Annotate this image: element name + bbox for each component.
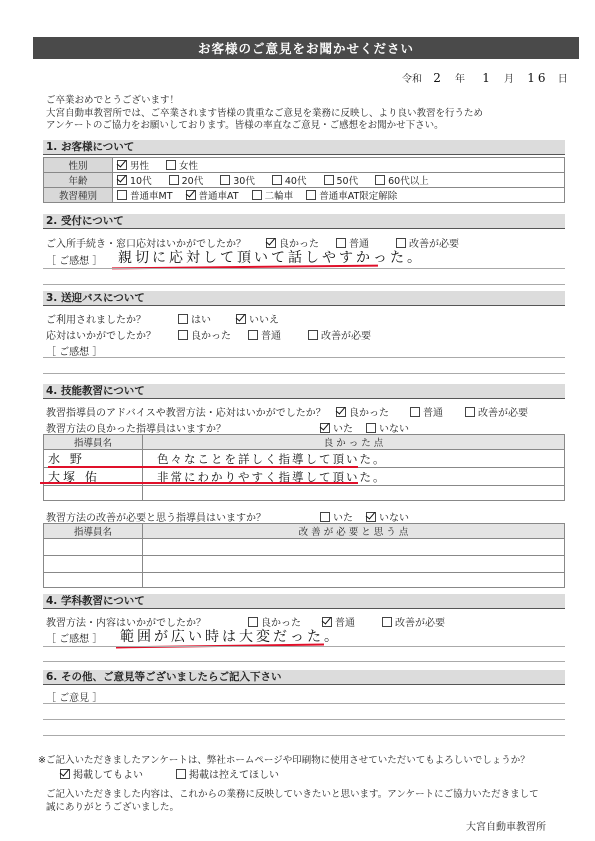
col-header-name: 指導員名: [44, 435, 143, 450]
intro-line: ご卒業おめでとうございます！: [46, 95, 180, 106]
consent-question: ※ご記入いただきましたアンケートは、弊社ホームページや印刷物に使用させていただいてもよろしいでしょうか？: [38, 755, 530, 766]
skill-good-yes[interactable]: いた: [320, 420, 353, 435]
checkbox-icon[interactable]: [308, 330, 318, 340]
customer-table: [43, 157, 565, 203]
skill-q1: 教習指導員のアドバイスや教習方法・応対はいかがでしたか？: [46, 408, 326, 419]
red-underline: [48, 466, 358, 468]
skill-good-no[interactable]: いない: [366, 420, 409, 435]
reception-comment-label: ［ ご感想 ］: [46, 256, 103, 267]
checkbox-checked-icon[interactable]: [186, 190, 196, 200]
checkbox-icon[interactable]: [324, 175, 334, 185]
instructor-point-cell[interactable]: 色々なことを詳しく指導して頂いた。: [143, 450, 565, 468]
option-age-40[interactable]: 40代: [272, 176, 307, 187]
reception-option-normal[interactable]: 普通: [336, 235, 369, 250]
checkbox-icon[interactable]: [169, 175, 179, 185]
signature: 大宮自動車教習所: [466, 822, 546, 833]
empty-cell[interactable]: [143, 556, 565, 573]
section-heading-bus: 3. 送迎バスについて: [43, 291, 565, 306]
skill-option-improve[interactable]: 改善が必要: [465, 404, 528, 419]
reception-option-good[interactable]: 良かった: [266, 235, 319, 250]
skill-option-normal[interactable]: 普通: [410, 404, 443, 419]
col-header-improve: 改 善 が 必 要 と 思 う 点: [143, 524, 565, 539]
date-line: [402, 70, 572, 85]
date-year-unit: 年: [455, 74, 466, 85]
section-heading-skill: 4. 技能教習について: [43, 384, 565, 399]
reception-question: ご入所手続き・窓口応対はいかがでしたか？: [46, 239, 246, 250]
intro-line: 大宮自動車教習所では、ご卒業されます皆様の貴重なご意見を業務に反映し、より良い教習を行うため: [46, 107, 484, 119]
red-underline: [40, 482, 358, 484]
bus-option-normal[interactable]: 普通: [248, 327, 281, 342]
classroom-option-normal[interactable]: 普通: [322, 614, 355, 629]
option-female[interactable]: 女性: [166, 161, 198, 172]
bus-option-good[interactable]: 良かった: [178, 327, 231, 342]
empty-cell[interactable]: [44, 556, 143, 573]
checkbox-icon[interactable]: [178, 330, 188, 340]
date-era: 令和: [402, 74, 422, 85]
date-month[interactable]: 1: [482, 71, 493, 85]
divider: [43, 373, 565, 374]
age-options: [113, 173, 565, 188]
skill-q2: 教習方法の良かった指導員はいますか？: [46, 424, 226, 435]
bus-option-yes[interactable]: はい: [178, 311, 211, 326]
option-age-20[interactable]: 20代: [169, 176, 204, 187]
date-day[interactable]: 16: [527, 71, 549, 85]
other-comment-label: ［ ご意見 ］: [46, 693, 103, 704]
improve-instructor-table: [43, 523, 565, 588]
checkbox-checked-icon[interactable]: [336, 407, 346, 417]
divider: [43, 357, 565, 358]
intro-text: [46, 95, 576, 133]
option-bike[interactable]: 二輪車: [252, 191, 294, 202]
empty-cell[interactable]: [44, 539, 143, 556]
checkbox-icon[interactable]: [410, 407, 420, 417]
option-age-50[interactable]: 50代: [324, 176, 359, 187]
checkbox-icon[interactable]: [176, 769, 186, 779]
divider: [43, 661, 565, 662]
checkbox-checked-icon[interactable]: [60, 769, 70, 779]
checkbox-icon[interactable]: [252, 190, 262, 200]
divider: [43, 735, 565, 736]
row-label-course: 教習種別: [44, 188, 113, 203]
checkbox-checked-icon[interactable]: [320, 423, 330, 433]
consent-option-no[interactable]: 掲載は控えてほしい: [176, 766, 279, 781]
checkbox-checked-icon[interactable]: [236, 314, 246, 324]
checkbox-icon[interactable]: [178, 314, 188, 324]
instructor-name-cell[interactable]: 水 野: [44, 450, 143, 468]
closing-text: [46, 789, 576, 814]
empty-cell[interactable]: [44, 573, 143, 588]
classroom-option-good[interactable]: 良かった: [248, 614, 301, 629]
intro-line: アンケートのご協力をお願いしております。皆様の率直なご意見・ご感想をお聞かせ下さい。: [46, 120, 444, 131]
empty-cell[interactable]: [143, 539, 565, 556]
section-heading-reception: 2. 受付について: [43, 214, 565, 229]
instructor-name-cell[interactable]: 大塚 佑: [44, 468, 143, 486]
row-label-age: 年齢: [44, 173, 113, 188]
classroom-question: 教習方法・内容はいかがでしたか？: [46, 618, 206, 629]
checkbox-checked-icon[interactable]: [366, 512, 376, 522]
bus-q1: ご利用されましたか？: [46, 315, 146, 326]
divider: [43, 646, 565, 647]
option-age-30[interactable]: 30代: [220, 176, 255, 187]
closing-line: 誠にありがとうございました。: [46, 801, 180, 813]
checkbox-icon[interactable]: [375, 175, 385, 185]
skill-q3: 教習方法の改善が必要と思う指導員はいますか？: [46, 513, 266, 524]
checkbox-icon[interactable]: [320, 512, 330, 522]
divider: [43, 703, 565, 704]
col-header-good: 良 か っ た 点: [143, 435, 565, 450]
col-header-name: 指導員名: [44, 524, 143, 539]
consent-option-yes[interactable]: 掲載してもよい: [60, 766, 143, 781]
row-label-gender: 性別: [44, 158, 113, 173]
option-at-limit[interactable]: 普通車AT限定解除: [306, 191, 397, 202]
course-options: [113, 188, 565, 203]
reception-option-improve[interactable]: 改善が必要: [396, 235, 459, 250]
date-year[interactable]: 2: [433, 71, 444, 85]
classroom-comment-label: ［ ご感想 ］: [46, 634, 103, 645]
checkbox-icon[interactable]: [366, 423, 376, 433]
checkbox-icon[interactable]: [248, 330, 258, 340]
divider: [43, 284, 565, 285]
skill-option-good[interactable]: 良かった: [336, 404, 389, 419]
reception-comment[interactable]: 親切に応対して頂いて話しやすかった。: [118, 250, 424, 266]
checkbox-icon[interactable]: [382, 617, 392, 627]
bus-option-no[interactable]: いいえ: [236, 311, 279, 326]
checkbox-icon[interactable]: [272, 175, 282, 185]
empty-cell[interactable]: [143, 486, 565, 501]
classroom-comment[interactable]: 範囲が広い時は大変だった。: [120, 629, 341, 645]
section-heading-classroom: 4. 学科教習について: [43, 594, 565, 609]
page-title: お客様のご意見をお聞かせください: [33, 37, 579, 59]
section-heading-customer: 1. お客様について: [43, 140, 565, 155]
bus-comment-label: ［ ご感想 ］: [46, 347, 103, 358]
option-mt[interactable]: 普通車MT: [117, 191, 173, 202]
option-male[interactable]: 男性: [117, 161, 149, 172]
divider: [43, 268, 565, 269]
checkbox-icon[interactable]: [166, 160, 176, 170]
date-month-unit: 月: [504, 74, 515, 85]
checkbox-icon[interactable]: [220, 175, 230, 185]
bus-option-improve[interactable]: 改善が必要: [308, 327, 371, 342]
gender-options: [113, 158, 565, 173]
skill-bad-no[interactable]: いない: [366, 509, 409, 524]
closing-line: ご記入いただきました内容は、これからの業務に反映していきたいと思います。アンケートにご協力いただきまして: [46, 789, 539, 800]
checkbox-icon[interactable]: [306, 190, 316, 200]
date-day-unit: 日: [557, 74, 568, 85]
checkbox-checked-icon[interactable]: [117, 160, 127, 170]
empty-cell[interactable]: [44, 486, 143, 501]
option-at[interactable]: 普通車AT: [186, 191, 239, 202]
divider: [43, 719, 565, 720]
skill-bad-yes[interactable]: いた: [320, 509, 353, 524]
classroom-option-improve[interactable]: 改善が必要: [382, 614, 445, 629]
instructor-point-cell[interactable]: 非常にわかりやすく指導して頂いた。: [143, 468, 565, 486]
option-age-10[interactable]: 10代: [117, 176, 152, 187]
bus-q2: 応対はいかがでしたか？: [46, 331, 156, 342]
checkbox-icon[interactable]: [465, 407, 475, 417]
section-heading-other: 6. その他、ご意見等ございましたらご記入下さい: [43, 670, 565, 685]
checkbox-checked-icon[interactable]: [117, 175, 127, 185]
option-age-60[interactable]: 60代以上: [375, 176, 429, 187]
checkbox-icon[interactable]: [117, 190, 127, 200]
empty-cell[interactable]: [143, 573, 565, 588]
